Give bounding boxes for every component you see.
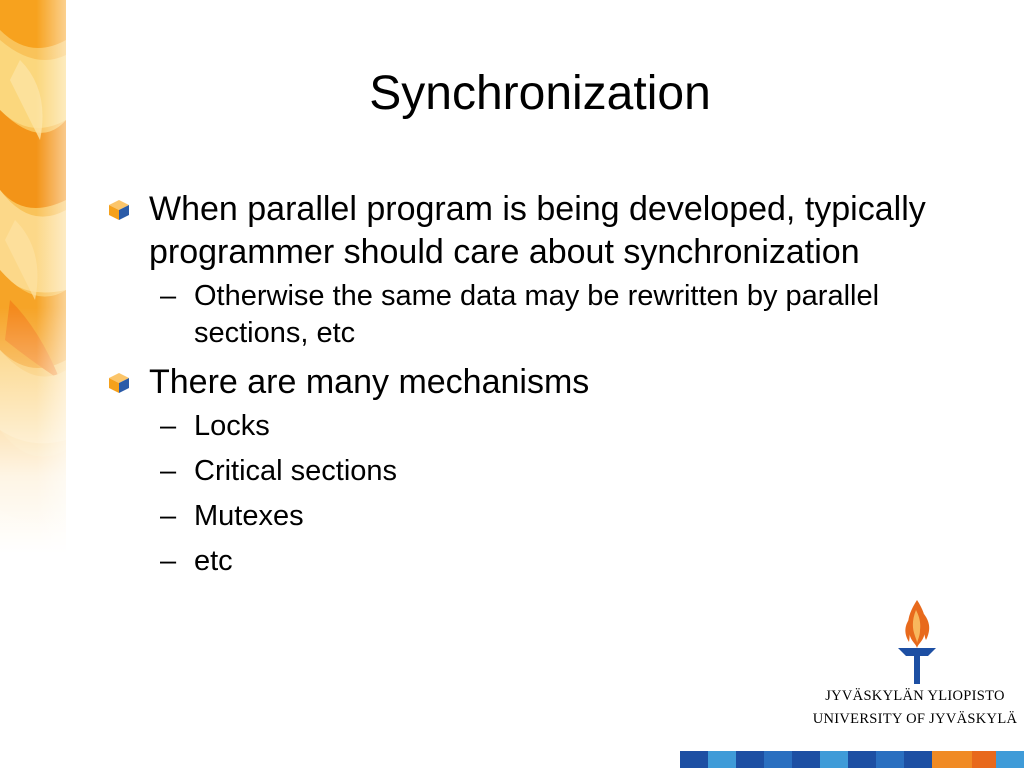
torch-logo-icon — [812, 596, 1022, 688]
bullet-item — [108, 188, 928, 274]
slide-title: Synchronization — [369, 67, 711, 120]
logo-line-english: UNIVERSITY OF JYVÄSKYLÄ — [812, 711, 1018, 727]
sub-bullet-item — [108, 404, 928, 449]
sub-bullet-text: etc — [194, 545, 233, 577]
bullet-item — [108, 361, 928, 404]
sub-bullet-item — [108, 278, 928, 352]
bullet-text: When parallel program is being developed, typically programmer should care about synchronization — [149, 190, 926, 271]
university-logo — [812, 596, 1022, 736]
dash-glyph: – — [160, 280, 177, 312]
sub-bullet-text: Critical sections — [194, 455, 398, 487]
sub-bullet-text: Locks — [194, 410, 270, 442]
bottom-color-bar — [680, 751, 1024, 768]
dash-glyph: – — [160, 500, 177, 532]
cube-bullet-icon — [108, 199, 130, 221]
sub-bullet-text: Mutexes — [194, 500, 304, 532]
logo-line-finnish: JYVÄSKYLÄN YLIOPISTO — [825, 688, 1005, 704]
dash-glyph: – — [160, 455, 177, 487]
sub-bullet-text: Otherwise the same data may be rewritten by parallel sections, etc — [194, 280, 880, 349]
left-decorative-strip — [0, 0, 66, 768]
dash-glyph: – — [160, 545, 177, 577]
sub-bullet-list — [108, 404, 928, 584]
cube-bullet-icon — [108, 372, 130, 394]
bullet-text: There are many mechanisms — [149, 363, 590, 401]
dash-glyph: – — [160, 410, 177, 442]
sub-bullet-item — [108, 449, 928, 494]
sub-bullet-item — [108, 494, 928, 539]
slide-body — [108, 188, 928, 584]
sub-bullet-item — [108, 539, 928, 584]
